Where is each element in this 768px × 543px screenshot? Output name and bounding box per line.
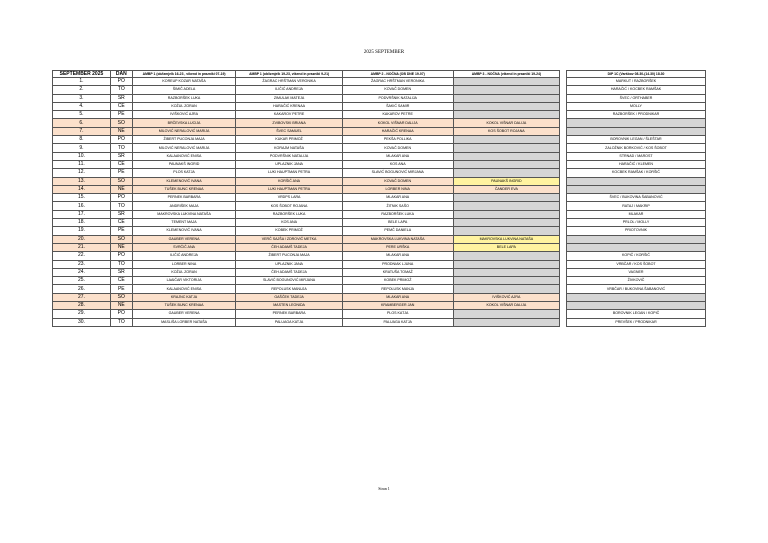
- cell-day: TO: [110, 318, 132, 326]
- cell-side: VRBČAR / BUKOVINA ŠABANOVIĆ: [567, 285, 706, 293]
- cell-ambp3: [453, 210, 559, 218]
- cell-ambp1a: LAAIČAR VIKTORIJA: [132, 277, 236, 285]
- cell-ambp1b: PERNEK BARBARA: [236, 310, 342, 318]
- cell-side: PREVŠEK / PRODNIKAR: [567, 318, 706, 326]
- header-ambp1a: AMBP 1 (ob/izmjelk 16-23 , vikend in prazniki 07-19): [132, 71, 236, 78]
- cell-side: ŠVEC / ORTHABER: [567, 94, 706, 102]
- cell-ambp1a: LORBER NINA: [132, 260, 236, 268]
- cell-side: [567, 243, 706, 251]
- table-row: [53, 318, 560, 326]
- cell-ambp2: MLAKAR ANA: [342, 152, 453, 160]
- table-row: [53, 102, 560, 110]
- cell-day: PO: [110, 310, 132, 318]
- cell-ambp1a: MAKROVSKA LUKVINA NATAŠA: [132, 210, 236, 218]
- table-row: [53, 252, 560, 260]
- table-row: [53, 235, 560, 243]
- cell-ambp1b: ČEH ADAMŠ TADEJA: [236, 268, 342, 276]
- cell-ambp1b: UPLAZNIK JANA: [236, 260, 342, 268]
- cell-ambp3: KOKOL VIŠNAR DALIJA: [453, 302, 559, 310]
- side-row: [567, 194, 706, 202]
- cell-date: 16.: [53, 202, 111, 210]
- table-row: [53, 302, 560, 310]
- cell-ambp2: SLAVIĆ BOGUNOVIĆ MIRJANA: [342, 169, 453, 177]
- cell-date: 12.: [53, 169, 111, 177]
- cell-ambp1a: GAUBER VERENA: [132, 235, 236, 243]
- table-row: [53, 169, 560, 177]
- cell-day: PO: [110, 252, 132, 260]
- cell-ambp2: BELE LAPA: [342, 219, 453, 227]
- cell-ambp3: [453, 86, 559, 94]
- cell-ambp3: [453, 102, 559, 110]
- side-row: [567, 94, 706, 102]
- cell-side: KOPIČ / KORŠIČ: [567, 252, 706, 260]
- cell-ambp1a: KALAANOVIĆ ENISA: [132, 285, 236, 293]
- cell-date: 26.: [53, 285, 111, 293]
- cell-day: ČE: [110, 219, 132, 227]
- cell-day: NE: [110, 302, 132, 310]
- cell-ambp2: LORBER NINA: [342, 185, 453, 193]
- cell-ambp2: KOVAČ DOMEN: [342, 144, 453, 152]
- cell-day: ČE: [110, 277, 132, 285]
- cell-ambp3: [453, 160, 559, 168]
- cell-ambp2: ŽAGRAC HRŠTMAN VERONIKA: [342, 78, 453, 86]
- table-row: [53, 86, 560, 94]
- table-row: [53, 210, 560, 218]
- cell-ambp2: PALUAGA KATJA: [342, 318, 453, 326]
- cell-ambp1b: VRDPS LARA: [236, 194, 342, 202]
- cell-ambp1a: PLOS KATJA: [132, 169, 236, 177]
- cell-ambp1a: KOŽUL ZORAN: [132, 268, 236, 276]
- cell-date: 6.: [53, 119, 111, 127]
- table-row: [53, 160, 560, 168]
- table-row: [53, 285, 560, 293]
- cell-date: 5.: [53, 111, 111, 119]
- table-row: [53, 78, 560, 86]
- cell-side: [567, 177, 706, 185]
- cell-ambp3: [453, 144, 559, 152]
- side-row: [567, 302, 706, 310]
- cell-ambp1a: KOREUP KOZAR NATAŠA: [132, 78, 236, 86]
- cell-side: PRIOTOVNIK: [567, 227, 706, 235]
- side-row: [567, 285, 706, 293]
- cell-date: 13.: [53, 177, 111, 185]
- side-row: [567, 102, 706, 110]
- cell-date: 14.: [53, 185, 111, 193]
- table-row: [53, 227, 560, 235]
- cell-ambp1b: KUKAR PRIMOŽ: [236, 136, 342, 144]
- cell-ambp1b: GAŠČEK TADEJA: [236, 293, 342, 301]
- cell-ambp2: KRATUŠA TOMAŽ: [342, 268, 453, 276]
- cell-ambp1a: KLEMENOVIČ IVANA: [132, 177, 236, 185]
- cell-ambp2: PODVRŠNIK NATALIJA: [342, 94, 453, 102]
- cell-ambp1a: PERNEK BARBARA: [132, 194, 236, 202]
- cell-ambp1a: IVIŠKOVIĆ AJRA: [132, 111, 236, 119]
- cell-date: 20.: [53, 235, 111, 243]
- cell-day: PE: [110, 227, 132, 235]
- cell-day: TO: [110, 144, 132, 152]
- cell-ambp1a: ŠIMIČ ADELA: [132, 86, 236, 94]
- side-row: [567, 293, 706, 301]
- cell-ambp1b: KOBEK PRIMOŽ: [236, 227, 342, 235]
- cell-ambp1b: PALUAGA KATJA: [236, 318, 342, 326]
- table-row: [53, 144, 560, 152]
- cell-ambp1b: RAZBORŠEK LUKA: [236, 210, 342, 218]
- table-row: [53, 127, 560, 135]
- side-row: [567, 86, 706, 94]
- cell-side: [567, 235, 706, 243]
- cell-ambp2: KRAMBERGER JAN: [342, 302, 453, 310]
- cell-ambp1a: GAUBER VERENA: [132, 310, 236, 318]
- cell-date: 21.: [53, 243, 111, 251]
- cell-side: HARAČIĆ / KLEMEN: [567, 160, 706, 168]
- cell-ambp1b: SLAVIĆ BOGUNOVIĆ MIRJANA: [236, 277, 342, 285]
- cell-side: BOROVNIK LEGAN / KOPIČ: [567, 310, 706, 318]
- cell-date: 1.: [53, 78, 111, 86]
- cell-ambp3: [453, 219, 559, 227]
- cell-ambp2: MAKROVSKA LUKVINA NATAŠA: [342, 235, 453, 243]
- cell-ambp3: KOKOL VIŠNAR DALIJA: [453, 119, 559, 127]
- cell-ambp2: PEKŠA POLLIKA: [342, 136, 453, 144]
- side-table: [566, 70, 706, 327]
- cell-side: [567, 185, 706, 193]
- cell-ambp1b: ČEH ADAMŠ TADEJA: [236, 243, 342, 251]
- cell-ambp2: KOKOL VIŠNAR DALIJA: [342, 119, 453, 127]
- cell-ambp2: KOS ANA: [342, 160, 453, 168]
- cell-ambp1b: KAKAROV PETRE: [236, 111, 342, 119]
- side-row: [567, 144, 706, 152]
- cell-ambp2: HARAČIĆ KRENAA: [342, 127, 453, 135]
- cell-date: 2.: [53, 86, 111, 94]
- cell-ambp3: IVIŠKOVIĆ AJRA: [453, 293, 559, 301]
- cell-side: ŽIVKOVIČ: [567, 277, 706, 285]
- table-row: [53, 111, 560, 119]
- cell-date: 22.: [53, 252, 111, 260]
- cell-date: 28.: [53, 302, 111, 310]
- cell-side: MARKUT / RAZBORŠEK: [567, 78, 706, 86]
- cell-ambp2: PERE URŠKA: [342, 243, 453, 251]
- cell-side: RATAJ / MAKRIP: [567, 202, 706, 210]
- cell-ambp1b: ZIMULAK MATEJA: [236, 94, 342, 102]
- cell-side: BOROVNIK LEGAN / ŠLEŠTAR: [567, 136, 706, 144]
- cell-date: 10.: [53, 152, 111, 160]
- cell-day: PE: [110, 111, 132, 119]
- side-row: [567, 160, 706, 168]
- side-row: [567, 318, 706, 326]
- cell-side: [567, 293, 706, 301]
- cell-ambp1a: BRČEVSKA LUCIJA: [132, 119, 236, 127]
- side-row: [567, 268, 706, 276]
- cell-ambp1b: ŠVEC SAMUEL: [236, 127, 342, 135]
- side-row: [567, 136, 706, 144]
- cell-ambp2: ŠAKIĆ SAMIR: [342, 102, 453, 110]
- cell-ambp2: REPOLUSK MANJA: [342, 285, 453, 293]
- header-month: SEPTEMBER 2025: [53, 71, 111, 78]
- side-row: [567, 227, 706, 235]
- cell-ambp1a: KALAANOVIĆ ENISA: [132, 152, 236, 160]
- cell-ambp2: PLOS KATJA: [342, 310, 453, 318]
- cell-ambp2: KAKAROV PETRE: [342, 111, 453, 119]
- cell-ambp1a: TUŠEK BUNC KRENAA: [132, 185, 236, 193]
- cell-date: 30.: [53, 318, 111, 326]
- page-number: Stran 1: [378, 486, 390, 491]
- table-row: [53, 94, 560, 102]
- cell-day: SR: [110, 268, 132, 276]
- cell-date: 4.: [53, 102, 111, 110]
- cell-date: 23.: [53, 260, 111, 268]
- cell-day: TO: [110, 86, 132, 94]
- table-row: [53, 202, 560, 210]
- table-row: [53, 119, 560, 127]
- cell-day: TO: [110, 260, 132, 268]
- cell-day: PO: [110, 136, 132, 144]
- cell-ambp1b: ŽAGRAC HRŠTMAN VERONIKA: [236, 78, 342, 86]
- cell-ambp1b: VERČ SAJŠA / ZDROVIČ METKA: [236, 235, 342, 243]
- table-row: [53, 152, 560, 160]
- cell-ambp1a: KOŽUL ZORAN: [132, 102, 236, 110]
- cell-date: 29.: [53, 310, 111, 318]
- cell-day: NE: [110, 243, 132, 251]
- cell-side: STRNAD / MAROST: [567, 152, 706, 160]
- cell-day: ČE: [110, 160, 132, 168]
- cell-ambp1a: KRAJNC KATJA: [132, 293, 236, 301]
- cell-ambp2: ŽITNIK SAŠO: [342, 202, 453, 210]
- side-row: [567, 219, 706, 227]
- cell-ambp3: [453, 136, 559, 144]
- cell-date: 19.: [53, 227, 111, 235]
- cell-ambp1b: KOS ANA: [236, 219, 342, 227]
- side-row: [567, 210, 706, 218]
- side-row: [567, 127, 706, 135]
- cell-ambp2: PRODNIAK LJUNA: [342, 260, 453, 268]
- cell-date: 27.: [53, 293, 111, 301]
- cell-day: SO: [110, 235, 132, 243]
- cell-ambp3: [453, 277, 559, 285]
- side-row: [567, 152, 706, 160]
- cell-ambp2: MLAKAR ANA: [342, 252, 453, 260]
- cell-side: MLAKAR: [567, 210, 706, 218]
- table-row: [53, 277, 560, 285]
- cell-ambp1b: KORAJM NATAŠA: [236, 144, 342, 152]
- cell-ambp3: BELE LAPA: [453, 243, 559, 251]
- cell-day: TO: [110, 202, 132, 210]
- cell-day: PE: [110, 285, 132, 293]
- cell-day: PO: [110, 194, 132, 202]
- cell-ambp3: [453, 227, 559, 235]
- cell-ambp1a: MILOVIĆ NERALOVIĆ MARIJA: [132, 127, 236, 135]
- cell-ambp3: KOS ŠOBOT ROJANA: [453, 127, 559, 135]
- side-row: [567, 277, 706, 285]
- cell-date: 25.: [53, 277, 111, 285]
- cell-date: 17.: [53, 210, 111, 218]
- side-row: [567, 310, 706, 318]
- cell-day: ČE: [110, 102, 132, 110]
- cell-date: 24.: [53, 268, 111, 276]
- cell-ambp1b: HARAČIĆ KRENAA: [236, 102, 342, 110]
- cell-side: RAZBORŠEK / PRODNIKAR: [567, 111, 706, 119]
- table-row: [53, 268, 560, 276]
- cell-ambp2: KOVAČ DOMEN: [342, 177, 453, 185]
- side-row: [567, 169, 706, 177]
- cell-ambp1a: ANDRIŠEK MAJA: [132, 202, 236, 210]
- cell-ambp1b: KOS ŠOBOT ROJANA: [236, 202, 342, 210]
- cell-ambp3: [453, 78, 559, 86]
- cell-ambp3: [453, 318, 559, 326]
- table-row: [53, 194, 560, 202]
- table-row: [53, 260, 560, 268]
- cell-ambp1a: ILIČIĆ ANDREJA: [132, 252, 236, 260]
- side-row: [567, 111, 706, 119]
- cell-ambp1a: PAUNAKŠ INGRID: [132, 160, 236, 168]
- cell-ambp1a: SVRČIČ ANA: [132, 243, 236, 251]
- header-day: DAN: [110, 71, 132, 78]
- cell-ambp1b: PODVRŠNIK NATALIJA: [236, 152, 342, 160]
- cell-ambp1b: ŽIBERT PUCONJA MAJA: [236, 252, 342, 260]
- cell-ambp1b: REPOLUSK MANUJA: [236, 285, 342, 293]
- schedule-table: [52, 70, 560, 327]
- cell-date: 3.: [53, 94, 111, 102]
- cell-ambp3: [453, 268, 559, 276]
- cell-ambp1a: MASLIŠA LORBER NATAŠA: [132, 318, 236, 326]
- side-row: [567, 185, 706, 193]
- cell-side: [567, 119, 706, 127]
- cell-side: ŠVEC / BUKOVINA ŠABANOVIĆ: [567, 194, 706, 202]
- cell-date: 15.: [53, 194, 111, 202]
- cell-ambp1a: KLEMENOVIČ IVANA: [132, 227, 236, 235]
- header-ambp2: AMBP 2 - NOČNA (OB DNE 19-07): [342, 71, 453, 78]
- cell-ambp3: [453, 94, 559, 102]
- cell-side: HARAČIĆ / KOCBEK RAMŠAK: [567, 86, 706, 94]
- cell-side: VRBČAR / KOS ŠOBOT: [567, 260, 706, 268]
- side-row: [567, 119, 706, 127]
- header-side: DIP 1C (Varšbov 08.30-(14.30) 18.30: [567, 71, 706, 78]
- cell-date: 18.: [53, 219, 111, 227]
- cell-day: SO: [110, 293, 132, 301]
- cell-ambp1a: ŽIBERT PUCONJA MAJA: [132, 136, 236, 144]
- cell-side: MOLLY: [567, 102, 706, 110]
- cell-date: 11.: [53, 160, 111, 168]
- cell-side: KOCBEK RAMŠAK / KORŠIČ: [567, 169, 706, 177]
- cell-ambp1b: ZVIBOVSKI BRIANA: [236, 119, 342, 127]
- side-row: [567, 235, 706, 243]
- header-row: [53, 71, 560, 78]
- side-row: [567, 252, 706, 260]
- side-header-row: [567, 71, 706, 78]
- cell-ambp2: KOVAČ DOMEN: [342, 86, 453, 94]
- cell-side: [567, 302, 706, 310]
- cell-ambp1b: LUKI HAUPTMAN PETRA: [236, 169, 342, 177]
- page-title: 2025 SEPTEMBER: [363, 50, 405, 55]
- cell-ambp1b: UPLAZNIK JANA: [236, 160, 342, 168]
- cell-ambp3: [453, 202, 559, 210]
- cell-ambp1b: KORŠIČ ANA: [236, 177, 342, 185]
- cell-day: SO: [110, 119, 132, 127]
- cell-ambp3: PAUNAKŠ INGRID: [453, 177, 559, 185]
- cell-ambp3: MAKROVSKA LUKVINA NATAŠA: [453, 235, 559, 243]
- table-row: [53, 243, 560, 251]
- cell-side: PRLOL / MOLLY: [567, 219, 706, 227]
- cell-ambp1a: RAZBORŠEK LUKA: [132, 94, 236, 102]
- cell-ambp3: [453, 285, 559, 293]
- side-row: [567, 177, 706, 185]
- cell-ambp3: [453, 152, 559, 160]
- cell-date: 8.: [53, 136, 111, 144]
- cell-day: SO: [110, 177, 132, 185]
- cell-ambp2: RAZBORŠEK LUKA: [342, 210, 453, 218]
- side-row: [567, 78, 706, 86]
- cell-side: [567, 127, 706, 135]
- cell-ambp1a: TEMENT MAJA: [132, 219, 236, 227]
- cell-ambp3: [453, 194, 559, 202]
- cell-day: PE: [110, 169, 132, 177]
- header-ambp3: AMBP 3 - NOČNA (vikend in prazniki 19-24): [453, 71, 559, 78]
- cell-day: PO: [110, 78, 132, 86]
- cell-ambp1a: MILOVIĆ NERALOVIĆ MARIJA: [132, 144, 236, 152]
- side-row: [567, 202, 706, 210]
- table-row: [53, 136, 560, 144]
- cell-ambp3: [453, 260, 559, 268]
- cell-day: SR: [110, 152, 132, 160]
- side-row: [567, 260, 706, 268]
- table-row: [53, 177, 560, 185]
- cell-side: VAGNER: [567, 268, 706, 276]
- cell-ambp2: MLAKAR ANA: [342, 293, 453, 301]
- side-row: [567, 243, 706, 251]
- table-row: [53, 185, 560, 193]
- cell-ambp1a: TUŠEK BUNC KRENAA: [132, 302, 236, 310]
- table-row: [53, 219, 560, 227]
- cell-ambp3: [453, 310, 559, 318]
- cell-date: 7.: [53, 127, 111, 135]
- cell-ambp1b: ILIČIĆ ANDREJA: [236, 86, 342, 94]
- cell-date: 9.: [53, 144, 111, 152]
- table-row: [53, 293, 560, 301]
- cell-ambp2: PEMČ DANIELA: [342, 227, 453, 235]
- cell-ambp3: [453, 111, 559, 119]
- cell-day: NE: [110, 127, 132, 135]
- cell-ambp1b: LUKI HAUPTMAN PETRA: [236, 185, 342, 193]
- cell-ambp3: [453, 252, 559, 260]
- cell-day: NE: [110, 185, 132, 193]
- table-row: [53, 310, 560, 318]
- cell-side: ZALOŽNIK BORKOVIĆ / KOS ŠOBOT: [567, 144, 706, 152]
- header-ambp1b: AMBP 1 (ob/izmjelk 19-23, vikend in prazniki 9-21): [236, 71, 342, 78]
- cell-ambp3: ČANDER EVA: [453, 185, 559, 193]
- cell-ambp3: [453, 169, 559, 177]
- cell-day: SR: [110, 210, 132, 218]
- cell-ambp1b: MASTEN LEONIDA: [236, 302, 342, 310]
- cell-day: SR: [110, 94, 132, 102]
- cell-ambp2: KOBEK PRIMOŽ: [342, 277, 453, 285]
- cell-ambp2: MLAKAR ANA: [342, 194, 453, 202]
